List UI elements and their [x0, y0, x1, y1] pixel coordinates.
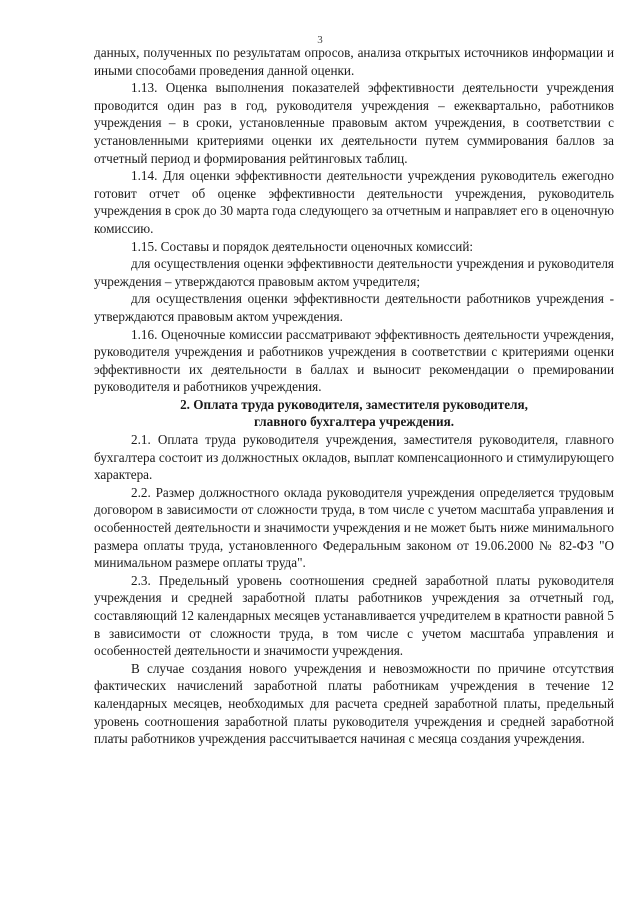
- paragraph-1-15: 1.15. Составы и порядок деятельности оценочных комиссий:: [131, 238, 474, 254]
- paragraph-1-16: 1.16. Оценочные комиссии рассматривают эффективность деятельности учреждения, руководителя учреждения и работников учреждения в соответствии с критериями оценки эффективности их деятельности в баллах и выносит рекомендации о премировании руководителя и работников учреждения.: [94, 326, 614, 395]
- paragraph-1-13: 1.13. Оценка выполнения показателей эффективности деятельности учреждения проводится один раз в год, руководителя учреждения – ежеквартально, работников учреждения – в сроки, установленные правовым актом учреждения, в соответствии с установленными критериями оценки их деятельности путем суммирования баллов за отчетный период и формирования рейтинговых таблиц.: [94, 80, 614, 166]
- paragraph-1-15-item-1: для осуществления оценки эффективности деятельности учреждения и руководителя учреждения – утверждаются правовым актом учредителя;: [94, 256, 614, 289]
- section-2-heading-line-2: главного бухгалтера учреждения.: [253, 414, 455, 430]
- page-number: 3: [317, 34, 323, 46]
- document-body: [94, 44, 614, 748]
- paragraph-1-14: 1.14. Для оценки эффективности деятельности учреждения руководитель ежегодно готовит отчет об оценке эффективности деятельности учреждения, руководитель учреждения в срок до 30 марта года следующего за отчетным и направляет его в оценочную комиссию.: [94, 168, 614, 236]
- paragraph-2-3: 2.3. Предельный уровень соотношения средней заработной платы руководителя учреждения и средней заработной платы работников учреждения за отчетный год, составляющий 12 календарных месяцев устанавливается учредителем в кратности равной 5 в зависимости от сложности труда, в том числе с учетом масштаба управления и особенностей деятельности и значимости учреждения.: [94, 572, 614, 659]
- paragraph-2-1: 2.1. Оплата труда руководителя учреждения, заместителя руководителя, главного бухгалтера состоит из должностных окладов, выплат компенсационного и стимулирующего характера.: [94, 432, 614, 483]
- section-2-heading-line-1: 2. Оплата труда руководителя, заместителя руководителя,: [180, 396, 528, 412]
- paragraph-2-2: 2.2. Размер должностного оклада руководителя учреждения определяется трудовым договором в зависимости от сложности труда, в том числе с учетом масштаба управления и особенностей деятельности и значимости учреждения и не может быть ниже минимального размера оплаты труда, установленного Федеральным законом от 19.06.2000 № 82-ФЗ "О минимальном размере оплаты труда".: [94, 484, 614, 571]
- paragraph-1-15-item-2: для осуществления оценки эффективности деятельности работников учреждения - утверждаются правовым актом учреждения.: [94, 291, 614, 324]
- paragraph-new-institution: В случае создания нового учреждения и невозможности по причине отсутствия фактических начислений заработной платы работникам учреждения в течение 12 календарных месяцев, необходимых для расчета средней заработной платы, предельный уровень соотношения заработной платы руководителя учреждения и средней заработной платы работников учреждения рассчитывается начиная с месяца создания учреждения.: [94, 660, 614, 747]
- paragraph-continuation: данных, полученных по результатам опросов, анализа открытых источников информации и иными способами проведения данной оценки.: [94, 45, 614, 78]
